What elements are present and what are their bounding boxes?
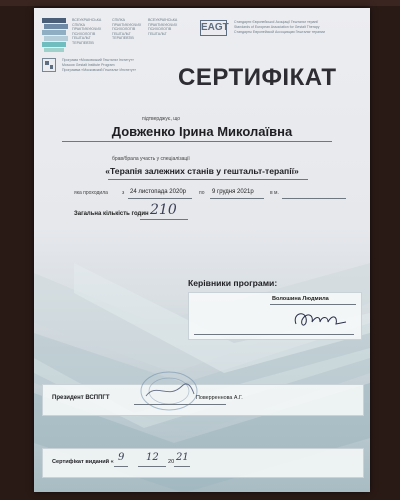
hours-underline [140,219,188,220]
program-text: Програма «Московський Гештальт Інститут» Moscow Gestalt Institute Program Программа «Московский Гештальт Институт» [62,58,137,72]
issue-month-underline [138,466,166,467]
eagt-logo: EAGT [200,20,227,36]
total-hours-label: Загальна кількість годин [74,211,149,217]
head-name: Волошина Людмила [272,296,329,302]
president-signature-line [134,404,226,405]
issue-day-underline [114,466,128,467]
certificate-title: СЕРТИФІКАТ [178,64,337,91]
end-date: 9 грудня 2021р [212,189,254,195]
org-name-column-1: ВСЕУКРАЇНСЬКА СПІЛКА ПРАКТИКУЮЧИХ ПСИХОЛОГІВ ГЕШТАЛЬТ ТЕРАПЕВТІВ [72,18,102,45]
course-title: «Терапія залежних станів у гештальт-терапії» [105,166,299,176]
start-date-underline [128,198,192,199]
certificate-paper [34,8,370,492]
start-date: 24 листопада 2020р [130,189,186,195]
took-part-label: брав/брала участь у спеціалізації [112,156,190,162]
standards-text: Стандарти Європейської Асоціації Гештальт терапії Standards of European Association for Gestalt Therapy Стандарты Европейской Ассоциации Гештальт терапии [234,20,325,34]
to-prefix: по [199,190,205,196]
president-label: Президент ВСППГТ [52,395,110,401]
from-prefix: з [122,190,125,196]
name-underline [62,141,332,142]
confirms-label: підтверджує, що [142,116,181,122]
org-name-column-3: ВСЕУКРАЇНСЬКА ПРАКТИКУЮЧИХ ПСИХОЛОГІВ ГЕШТАЛЬТ [148,18,178,36]
issue-year: 21 [176,452,189,463]
issue-year-prefix: 20 [168,459,175,465]
head-name-underline [270,304,356,305]
organization-logo [42,18,68,52]
stamp-seal [138,368,200,414]
total-hours-value: 210 [150,202,177,218]
head-signature [290,306,354,332]
program-heads-label: Керівники програми: [188,278,278,288]
org-name-column-2: СПІЛКА ПРАКТИКУЮЧИХ ПСИХОЛОГІВ ГЕШТАЛЬТ ТЕРАПЕВТІВ [112,18,142,41]
held-label: яка проходила [74,190,108,196]
end-date-underline [210,198,264,199]
issue-year-underline [174,466,190,467]
issue-day: 9 [118,452,125,463]
background-edge [0,0,400,6]
recipient-name: Довженко Ірина Миколаївна [111,124,293,139]
issue-month: 12 [146,452,159,463]
head-signature-line [194,334,354,335]
president-name: Поверреннова А.Г. [196,395,243,401]
course-underline [108,179,308,180]
city-prefix: в м. [270,190,279,196]
issue-label: Сертифікат виданий « [52,459,114,465]
city-underline [282,198,346,199]
institute-logo-icon [42,58,56,72]
